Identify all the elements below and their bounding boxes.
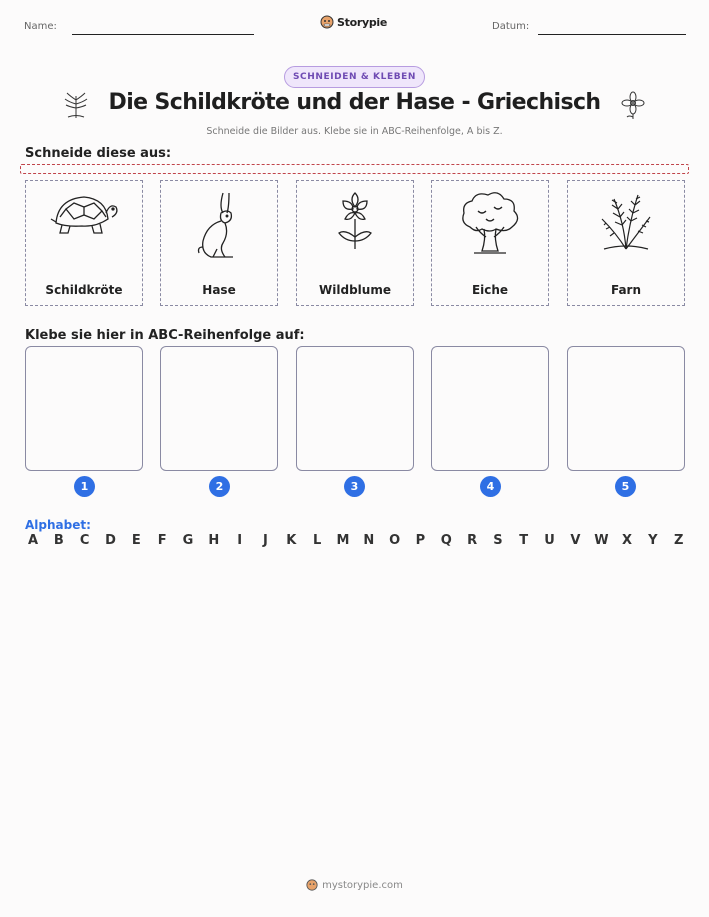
alphabet-letter: I: [237, 533, 243, 548]
paste-section-label: Klebe sie hier in ABC-Reihenfolge auf:: [25, 328, 305, 343]
page-title: Die Schildkröte und der Hase - Griechisch: [108, 90, 601, 115]
footer-url: mystorypie.com: [322, 879, 403, 891]
alphabet-letter: N: [363, 533, 375, 548]
footer: [0, 879, 709, 891]
flower-decoration-icon: [620, 90, 646, 120]
turtle-icon: [48, 189, 120, 239]
paste-slot-2[interactable]: [160, 346, 278, 471]
paste-slot-1[interactable]: [25, 346, 143, 471]
slot-number-2: 2: [209, 476, 230, 497]
alphabet-letter: C: [79, 533, 90, 548]
cutout-card-turtle[interactable]: [25, 180, 143, 306]
alphabet-letter: E: [131, 533, 141, 548]
alphabet-letter: F: [157, 533, 167, 548]
cutout-card-hare[interactable]: [160, 180, 278, 306]
alphabet-letter: D: [105, 533, 116, 548]
alphabet-title: Alphabet:: [25, 518, 91, 532]
alphabet-letter: G: [182, 533, 194, 548]
mascot-icon: [320, 15, 334, 29]
alphabet-letter: W: [594, 533, 609, 548]
cutout-card-fern[interactable]: [567, 180, 685, 306]
alphabet-letter: O: [389, 533, 401, 548]
alphabet-letter: V: [570, 533, 581, 548]
paste-slot-5[interactable]: [567, 346, 685, 471]
card-label: Farn: [610, 283, 642, 297]
date-line: [538, 34, 686, 35]
alphabet-row: [26, 533, 686, 548]
alphabet-letter: M: [336, 533, 350, 548]
brand-logo: [320, 15, 387, 29]
cut-line: [20, 164, 689, 174]
brand-name: Storypie: [337, 15, 388, 29]
card-label: Hase: [202, 283, 236, 297]
alphabet-letter: R: [467, 533, 478, 548]
card-label: Wildblume: [319, 283, 391, 297]
alphabet-letter: U: [544, 533, 555, 548]
alphabet-letter: Y: [648, 533, 658, 548]
card-label: Schildkröte: [45, 283, 123, 297]
alphabet-letter: Z: [673, 533, 684, 548]
paste-slot-4[interactable]: [431, 346, 549, 471]
mascot-icon: [306, 879, 318, 891]
cutout-card-oak[interactable]: [431, 180, 549, 306]
slot-number-5: 5: [615, 476, 636, 497]
card-label: Eiche: [471, 283, 509, 297]
hare-icon: [189, 189, 249, 261]
cutout-card-wildflower[interactable]: [296, 180, 414, 306]
wildflower-icon: [329, 189, 381, 251]
name-line: [72, 34, 254, 35]
alphabet-letter: P: [415, 533, 426, 548]
alphabet-letter: T: [519, 533, 529, 548]
alphabet-letter: H: [208, 533, 220, 548]
alphabet-letter: K: [286, 533, 297, 548]
alphabet-letter: Q: [440, 533, 452, 548]
date-label: Datum:: [492, 21, 530, 32]
alphabet-letter: X: [622, 533, 633, 548]
alphabet-letter: L: [312, 533, 322, 548]
fern-icon: [594, 189, 658, 255]
slot-number-4: 4: [480, 476, 501, 497]
worksheet-header: [24, 14, 687, 40]
paste-slot-3[interactable]: [296, 346, 414, 471]
slot-number-1: 1: [74, 476, 95, 497]
oak-tree-icon: [456, 189, 524, 259]
alphabet-letter: S: [493, 533, 503, 548]
activity-badge: SCHNEIDEN & KLEBEN: [284, 66, 425, 88]
slot-number-3: 3: [344, 476, 365, 497]
cut-section-label: Schneide diese aus:: [25, 146, 172, 161]
instructions: Schneide die Bilder aus. Klebe sie in ABC-Reihenfolge, A bis Z.: [206, 126, 503, 137]
alphabet-letter: B: [53, 533, 64, 548]
alphabet-letter: A: [27, 533, 39, 548]
name-label: Name:: [24, 21, 57, 32]
alphabet-letter: J: [263, 533, 268, 548]
